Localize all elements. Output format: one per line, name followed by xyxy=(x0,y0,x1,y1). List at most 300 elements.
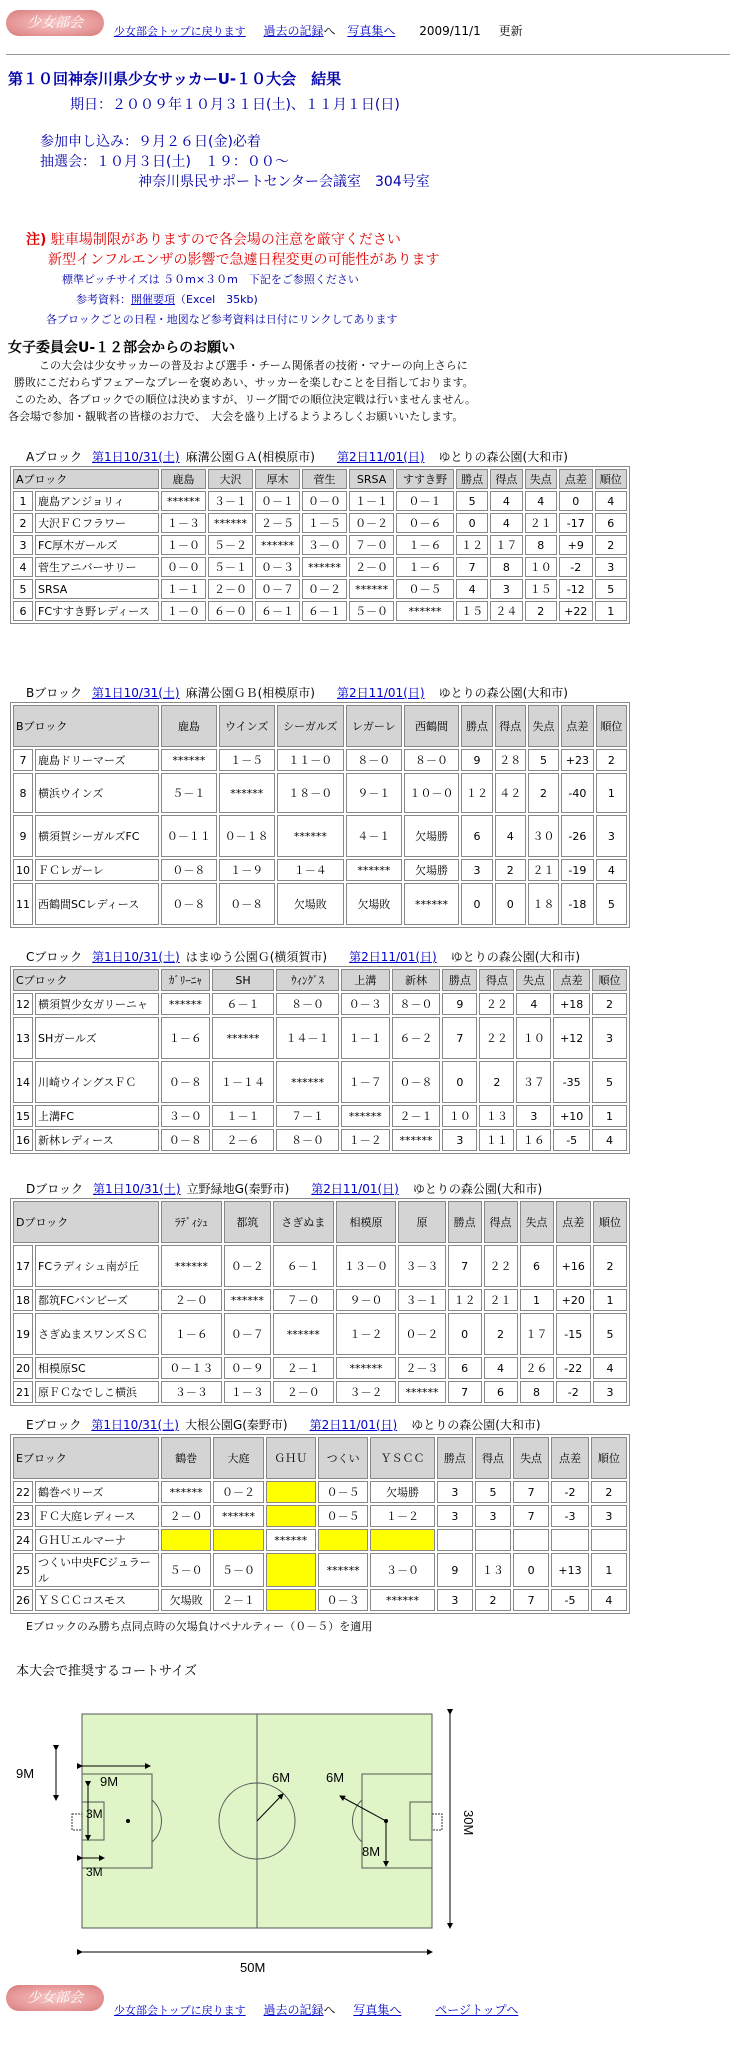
team-number: 2 xyxy=(13,513,33,533)
photos-link[interactable]: 写真集へ xyxy=(353,2003,402,2017)
column-header: 厚木 xyxy=(255,469,300,489)
team-name: ＧＨＵエルマーナ xyxy=(35,1529,159,1551)
result-cell: 9 xyxy=(461,749,492,771)
result-cell: 欠場勝 xyxy=(370,1481,435,1503)
result-cell: ２８ xyxy=(495,749,526,771)
table-row xyxy=(13,491,627,511)
result-cell: 1 xyxy=(520,1289,554,1311)
column-header: 大沢 xyxy=(208,469,253,489)
day2-link[interactable]: 第2日11/01(日) xyxy=(336,450,425,464)
result-cell: ０－８ xyxy=(219,883,275,925)
result-cell: ****** xyxy=(392,1129,441,1151)
result-cell: １４－１ xyxy=(276,1017,339,1059)
result-cell: ****** xyxy=(212,1017,275,1059)
result-cell: ３－０ xyxy=(161,1105,210,1127)
column-header: 順位 xyxy=(595,469,627,489)
block-name-header: Eブロック xyxy=(13,1437,159,1479)
result-cell: １０ xyxy=(525,557,557,577)
day2-link[interactable]: 第2日11/01(日) xyxy=(336,686,425,700)
request-line: 勝敗にこだわらずフェアーなプレーを褒めあい、サッカーを楽しむことを目指しております。 xyxy=(14,376,474,389)
result-cell: 5 xyxy=(593,1313,627,1355)
table-row xyxy=(13,1481,627,1503)
day2-link[interactable]: 第2日11/01(日) xyxy=(311,1182,399,1196)
result-cell: 欠場敗 xyxy=(277,883,344,925)
block-name-header: Bブロック xyxy=(13,705,159,747)
result-cell: 6 xyxy=(595,513,627,533)
result-cell: ８－０ xyxy=(404,749,460,771)
column-header: 大庭 xyxy=(213,1437,263,1479)
column-header: 鶴巻 xyxy=(161,1437,211,1479)
result-cell: ２－０ xyxy=(349,557,394,577)
result-cell: -19 xyxy=(561,859,594,881)
result-cell: +20 xyxy=(556,1289,591,1311)
result-cell: 3 xyxy=(591,1505,627,1527)
event-info xyxy=(40,132,430,192)
result-cell: 8 xyxy=(525,535,557,555)
result-cell: ８－０ xyxy=(346,749,402,771)
result-cell: ５－０ xyxy=(349,601,394,621)
result-cell: ****** xyxy=(161,749,217,771)
table-row xyxy=(13,1505,627,1527)
column-header: 得点 xyxy=(484,1201,518,1243)
column-header: 菅生 xyxy=(302,469,347,489)
label-8m: 8M xyxy=(362,1844,381,1859)
block-label: Dブロック xyxy=(26,1182,84,1196)
result-cell: １３－０ xyxy=(336,1245,397,1287)
result-cell: 5 xyxy=(596,883,627,925)
result-cell: +13 xyxy=(551,1553,589,1587)
result-cell: ２２ xyxy=(479,993,514,1015)
result-cell: 5 xyxy=(475,1481,511,1503)
result-cell: +18 xyxy=(553,993,590,1015)
team-name: FCラディシュ南が丘 xyxy=(35,1245,159,1287)
table-row xyxy=(13,1129,627,1151)
table-row xyxy=(13,1245,627,1287)
table-row xyxy=(13,1529,627,1551)
column-header: 都筑 xyxy=(224,1201,271,1243)
result-cell: ８－０ xyxy=(276,1129,339,1151)
result-cell: １－１４ xyxy=(212,1061,275,1103)
team-name: FCすすき野レディース xyxy=(35,601,159,621)
result-cell: ６－１ xyxy=(255,601,300,621)
result-cell: 9 xyxy=(437,1553,473,1587)
team-number: 11 xyxy=(13,883,33,925)
past-records-link[interactable]: 過去の記録 xyxy=(263,24,324,38)
result-cell xyxy=(266,1481,316,1503)
result-cell: ２１ xyxy=(525,513,557,533)
result-cell: ０－２ xyxy=(302,579,347,599)
e-block-note: Eブロックのみ勝ち点同点時の欠場負けペナルティー（０－５）を適用 xyxy=(26,1620,373,1633)
top-link[interactable]: 少女部会トップに戻ります xyxy=(114,25,246,38)
team-name: 菅生アニバーサリー xyxy=(35,557,159,577)
result-cell: 0 xyxy=(448,1313,482,1355)
result-cell: 4 xyxy=(593,1357,627,1379)
team-name: FC厚木ガールズ xyxy=(35,535,159,555)
result-cell: １８－０ xyxy=(277,773,344,813)
result-cell: -2 xyxy=(551,1481,589,1503)
request-line: この大会は少女サッカーの普及および選手・チーム関係者の技術・マナーの向上さらに xyxy=(28,359,468,372)
result-cell: 3 xyxy=(592,1017,627,1059)
block-label: Cブロック xyxy=(26,950,83,964)
team-number: 19 xyxy=(13,1313,33,1355)
top-nav xyxy=(114,22,523,39)
block-name-header: Cブロック xyxy=(13,969,159,991)
result-cell: ０－９ xyxy=(224,1357,271,1379)
results-table xyxy=(10,1434,630,1614)
team-name: 横須賀少女ガリーニャ xyxy=(35,993,159,1015)
result-cell: ７－０ xyxy=(273,1289,334,1311)
result-cell: 0 xyxy=(513,1553,549,1587)
day1-venue: はまゆう公園Ｇ(横須賀市) xyxy=(185,950,328,964)
ref-suffix: （Excel 35kb) xyxy=(175,293,258,306)
day1-link[interactable]: 第1日10/31(土) xyxy=(91,450,180,464)
guidelines-link[interactable]: 開催要項 xyxy=(131,293,175,306)
block-header xyxy=(26,448,568,465)
result-cell: １７ xyxy=(490,535,522,555)
result-cell: 8 xyxy=(520,1381,554,1403)
team-number: 8 xyxy=(13,773,33,813)
column-header: 上溝 xyxy=(341,969,390,991)
result-cell: ０－２ xyxy=(224,1245,271,1287)
result-cell: ****** xyxy=(277,815,344,857)
table-row xyxy=(13,859,627,881)
result-cell: ****** xyxy=(224,1289,271,1311)
result-cell: １－３ xyxy=(224,1381,271,1403)
result-cell: ２－１ xyxy=(392,1105,441,1127)
result-cell: 3 xyxy=(442,1129,477,1151)
photos-link[interactable]: 写真集へ xyxy=(347,24,396,38)
result-cell: ４－１ xyxy=(346,815,402,857)
team-name: SHガールズ xyxy=(35,1017,159,1059)
team-number: 1 xyxy=(13,491,33,511)
team-number: 26 xyxy=(13,1589,33,1611)
day2-link[interactable]: 第2日11/01(日) xyxy=(349,950,437,964)
result-cell: ****** xyxy=(346,859,402,881)
right-goal xyxy=(432,1814,442,1830)
column-header: 勝点 xyxy=(456,469,488,489)
result-cell xyxy=(213,1529,263,1551)
result-cell: 6 xyxy=(448,1357,482,1379)
result-cell: ２４ xyxy=(490,601,522,621)
event-dates: 期日：２００９年１０月３１日(土)、１１月１日(日) xyxy=(70,97,400,113)
result-cell: ０－５ xyxy=(318,1481,368,1503)
day1-link[interactable]: 第1日10/31(土) xyxy=(92,950,180,964)
column-header: 失点 xyxy=(513,1437,549,1479)
result-cell: ２－０ xyxy=(161,1289,222,1311)
team-number: 21 xyxy=(13,1381,33,1403)
result-cell: 2 xyxy=(475,1589,511,1611)
result-cell: 4 xyxy=(525,491,557,511)
result-cell: 4 xyxy=(592,1129,627,1151)
result-cell: ５－１ xyxy=(208,557,253,577)
column-header: 点差 xyxy=(553,969,590,991)
result-cell: ９－１ xyxy=(346,773,402,813)
team-number: 9 xyxy=(13,815,33,857)
result-cell: １６ xyxy=(516,1129,551,1151)
request-line: 各会場で参加・観戦者の皆様のお力で、 大会を盛り上げるようよろしくお願いいたします。 xyxy=(8,410,464,423)
team-name: 川崎ウイングスＦＣ xyxy=(35,1061,159,1103)
result-cell: １０ xyxy=(516,1017,551,1059)
result-cell: 7 xyxy=(513,1481,549,1503)
result-cell: ****** xyxy=(161,1481,211,1503)
column-header: 原 xyxy=(398,1201,445,1243)
result-cell: ０－０ xyxy=(302,491,347,511)
request-heading: 女子委員会U-１２部会からのお願い xyxy=(8,340,236,356)
team-number: 14 xyxy=(13,1061,33,1103)
result-cell: １－３ xyxy=(161,513,206,533)
page-top-link[interactable]: ページトップへ xyxy=(435,2003,519,2017)
result-cell: ６－１ xyxy=(273,1245,334,1287)
result-cell: ０－３ xyxy=(255,557,300,577)
request-section xyxy=(8,340,476,425)
result-cell: 9 xyxy=(442,993,477,1015)
result-cell: ７－１ xyxy=(276,1105,339,1127)
column-header: ウインズ xyxy=(219,705,275,747)
result-cell: 4 xyxy=(495,815,526,857)
result-cell: ６－０ xyxy=(208,601,253,621)
result-cell: -12 xyxy=(559,579,593,599)
result-cell: ****** xyxy=(255,535,300,555)
result-cell: 0 xyxy=(559,491,593,511)
table-row xyxy=(13,993,627,1015)
column-header: シーガルズ xyxy=(277,705,344,747)
team-name: 上溝FC xyxy=(35,1105,159,1127)
result-cell: ３－０ xyxy=(370,1553,435,1587)
result-cell: 1 xyxy=(591,1553,627,1587)
left-penalty-spot xyxy=(126,1819,130,1823)
team-number: 18 xyxy=(13,1289,33,1311)
footer xyxy=(6,1985,726,2017)
label-6m-center: 6M xyxy=(272,1770,291,1785)
block-header xyxy=(26,1180,542,1197)
day1-venue: 麻溝公園ＧＢ(相模原市) xyxy=(185,686,315,700)
column-header: 失点 xyxy=(520,1201,554,1243)
result-cell: 3 xyxy=(593,1381,627,1403)
result-cell: ０－５ xyxy=(318,1505,368,1527)
table-row xyxy=(13,1289,627,1311)
day1-link[interactable]: 第1日10/31(土) xyxy=(91,1418,179,1432)
result-cell: ３－１ xyxy=(208,491,253,511)
result-cell: ５－０ xyxy=(161,1553,211,1587)
result-cell: -2 xyxy=(556,1381,591,1403)
day2-venue: ゆとりの森公園(大和市) xyxy=(438,450,568,464)
result-cell: 7 xyxy=(513,1505,549,1527)
result-cell: 欠場敗 xyxy=(346,883,402,925)
label-30m: 30M xyxy=(461,1810,476,1836)
result-cell: -40 xyxy=(561,773,594,813)
info-line: 参加申し込み：９月２６日(金)必着 xyxy=(40,134,261,150)
day2-venue: ゆとりの森公園(大和市) xyxy=(412,1182,543,1196)
column-header: 点差 xyxy=(551,1437,589,1479)
result-cell: １－７ xyxy=(341,1061,390,1103)
result-cell: ０－１ xyxy=(255,491,300,511)
result-cell: １－１ xyxy=(349,491,394,511)
result-cell: 3 xyxy=(596,815,627,857)
result-cell: ６－１ xyxy=(212,993,275,1015)
table-row xyxy=(13,557,627,577)
result-cell: ０－３ xyxy=(318,1589,368,1611)
day2-link[interactable]: 第2日11/01(日) xyxy=(309,1418,398,1432)
result-cell: １３ xyxy=(479,1105,514,1127)
result-cell: +9 xyxy=(559,535,593,555)
result-cell: ****** xyxy=(219,773,275,813)
result-cell xyxy=(266,1505,316,1527)
day1-link[interactable]: 第1日10/31(土) xyxy=(93,1182,181,1196)
result-cell xyxy=(266,1553,316,1587)
result-cell: ****** xyxy=(349,579,394,599)
result-cell xyxy=(318,1529,368,1551)
result-cell: ０－７ xyxy=(255,579,300,599)
table-row xyxy=(13,1553,627,1587)
result-cell xyxy=(370,1529,435,1551)
result-cell: ０－２ xyxy=(398,1313,445,1355)
page-title: 第１０回神奈川県少女サッカーU-１０大会 結果 xyxy=(8,70,342,88)
result-cell: ６－２ xyxy=(392,1017,441,1059)
result-cell: １０ xyxy=(442,1105,477,1127)
result-cell: ２－０ xyxy=(208,579,253,599)
column-header: 勝点 xyxy=(448,1201,482,1243)
result-cell: ０－１ xyxy=(396,491,454,511)
results-table xyxy=(10,966,630,1154)
column-header: ＧＨＵ xyxy=(266,1437,316,1479)
result-cell: ２－０ xyxy=(273,1381,334,1403)
result-cell: ２２ xyxy=(484,1245,518,1287)
day2-venue: ゆとりの森公園(大和市) xyxy=(411,1418,541,1432)
result-cell: -18 xyxy=(561,883,594,925)
result-cell: 2 xyxy=(528,773,559,813)
team-name: 鹿島ドリーマーズ xyxy=(35,749,159,771)
request-line: このため、各ブロックでの順位は決めますが、リーグ間での順位決定戦は行いませんません。 xyxy=(14,393,476,406)
result-cell: ２－３ xyxy=(398,1357,445,1379)
results-table xyxy=(10,1198,630,1406)
label-9m-b: 9M xyxy=(100,1774,119,1789)
result-cell: 4 xyxy=(591,1589,627,1611)
result-cell: 7 xyxy=(442,1017,477,1059)
column-header: 点差 xyxy=(559,469,593,489)
column-header: 相模原 xyxy=(336,1201,397,1243)
info-line: 抽選会：１０月３日(土) １９：００～ xyxy=(40,154,289,170)
result-cell: 4 xyxy=(595,491,627,511)
result-cell: ０－８ xyxy=(161,859,217,881)
result-cell: ５－２ xyxy=(208,535,253,555)
notes-head: 注) xyxy=(26,232,47,248)
ref-prefix: 参考資料： xyxy=(76,293,131,306)
team-number: 3 xyxy=(13,535,33,555)
result-cell: 1 xyxy=(592,1105,627,1127)
result-cell: 欠場敗 xyxy=(161,1589,211,1611)
court-diagram xyxy=(10,1690,490,1980)
team-number: 12 xyxy=(13,993,33,1015)
column-header: 得点 xyxy=(475,1437,511,1479)
label-50m: 50M xyxy=(240,1960,266,1975)
result-cell: 2 xyxy=(593,1245,627,1287)
team-name: ＦＣ大庭レディース xyxy=(35,1505,159,1527)
result-cell: ２－１ xyxy=(273,1357,334,1379)
team-number: 20 xyxy=(13,1357,33,1379)
header xyxy=(6,10,726,36)
column-header: 鹿島 xyxy=(161,469,206,489)
result-cell: 6 xyxy=(520,1245,554,1287)
past-records-link[interactable]: 過去の記録 xyxy=(263,2003,324,2017)
label-3m-b: 3M xyxy=(86,1865,103,1879)
table-row xyxy=(13,815,627,857)
result-cell: ****** xyxy=(273,1313,334,1355)
logo[interactable]: 少女部会 xyxy=(6,10,104,36)
result-cell xyxy=(551,1529,589,1551)
result-cell: １－２ xyxy=(341,1129,390,1151)
label-3m-a: 3M xyxy=(86,1807,103,1821)
column-header: 点差 xyxy=(561,705,594,747)
result-cell: 3 xyxy=(595,557,627,577)
result-cell: -5 xyxy=(553,1129,590,1151)
result-cell: １－１ xyxy=(161,579,206,599)
result-cell: 3 xyxy=(437,1589,473,1611)
team-name: 鶴巻ベリーズ xyxy=(35,1481,159,1503)
result-cell: １２ xyxy=(448,1289,482,1311)
day2-venue: ゆとりの森公園(大和市) xyxy=(438,686,568,700)
team-name: ＹＳＣＣコスモス xyxy=(35,1589,159,1611)
result-cell: ８－０ xyxy=(392,993,441,1015)
divider xyxy=(6,54,730,55)
result-cell: ****** xyxy=(341,1105,390,1127)
team-name: 都筑FCバンビーズ xyxy=(35,1289,159,1311)
logo[interactable]: 少女部会 xyxy=(6,1985,104,2011)
result-cell: 2 xyxy=(479,1061,514,1103)
result-cell: ****** xyxy=(161,993,210,1015)
result-cell: １２ xyxy=(456,535,488,555)
top-link[interactable]: 少女部会トップに戻ります xyxy=(114,2004,246,2017)
column-header: 得点 xyxy=(479,969,514,991)
result-cell: 2 xyxy=(525,601,557,621)
column-header: 勝点 xyxy=(442,969,477,991)
result-cell: １７ xyxy=(520,1313,554,1355)
result-cell: ２－１ xyxy=(213,1589,263,1611)
result-cell: 4 xyxy=(490,491,522,511)
result-cell: ０－６ xyxy=(396,513,454,533)
result-cell: １－１ xyxy=(212,1105,275,1127)
result-cell: １０－０ xyxy=(404,773,460,813)
day1-link[interactable]: 第1日10/31(土) xyxy=(92,686,180,700)
table-row xyxy=(13,1105,627,1127)
result-cell: 2 xyxy=(596,749,627,771)
result-cell xyxy=(513,1529,549,1551)
result-cell xyxy=(266,1589,316,1611)
result-cell: ３－０ xyxy=(302,535,347,555)
result-cell: ****** xyxy=(161,1245,222,1287)
result-cell: ****** xyxy=(398,1381,445,1403)
table-row xyxy=(13,535,627,555)
result-cell: 欠場勝 xyxy=(404,815,460,857)
result-cell: １－０ xyxy=(161,535,206,555)
team-name: 相模原SC xyxy=(35,1357,159,1379)
result-cell: ２２ xyxy=(479,1017,514,1059)
team-name: 原ＦＣなでしこ横浜 xyxy=(35,1381,159,1403)
team-name: 鹿島アンジョリィ xyxy=(35,491,159,511)
table-row xyxy=(13,773,627,813)
result-cell: 3 xyxy=(490,579,522,599)
column-header: ﾗﾃﾞｨｼｭ xyxy=(161,1201,222,1243)
block-label: Bブロック xyxy=(26,686,82,700)
result-cell: 4 xyxy=(490,513,522,533)
result-cell: 2 xyxy=(484,1313,518,1355)
result-cell: ３－３ xyxy=(161,1381,222,1403)
result-cell: ５－０ xyxy=(213,1553,263,1587)
result-cell: ０－２ xyxy=(349,513,394,533)
result-cell: １－６ xyxy=(396,557,454,577)
team-name: さぎぬまスワンズＳＣ xyxy=(35,1313,159,1355)
result-cell: ０－８ xyxy=(161,1129,210,1151)
column-header: 順位 xyxy=(592,969,627,991)
